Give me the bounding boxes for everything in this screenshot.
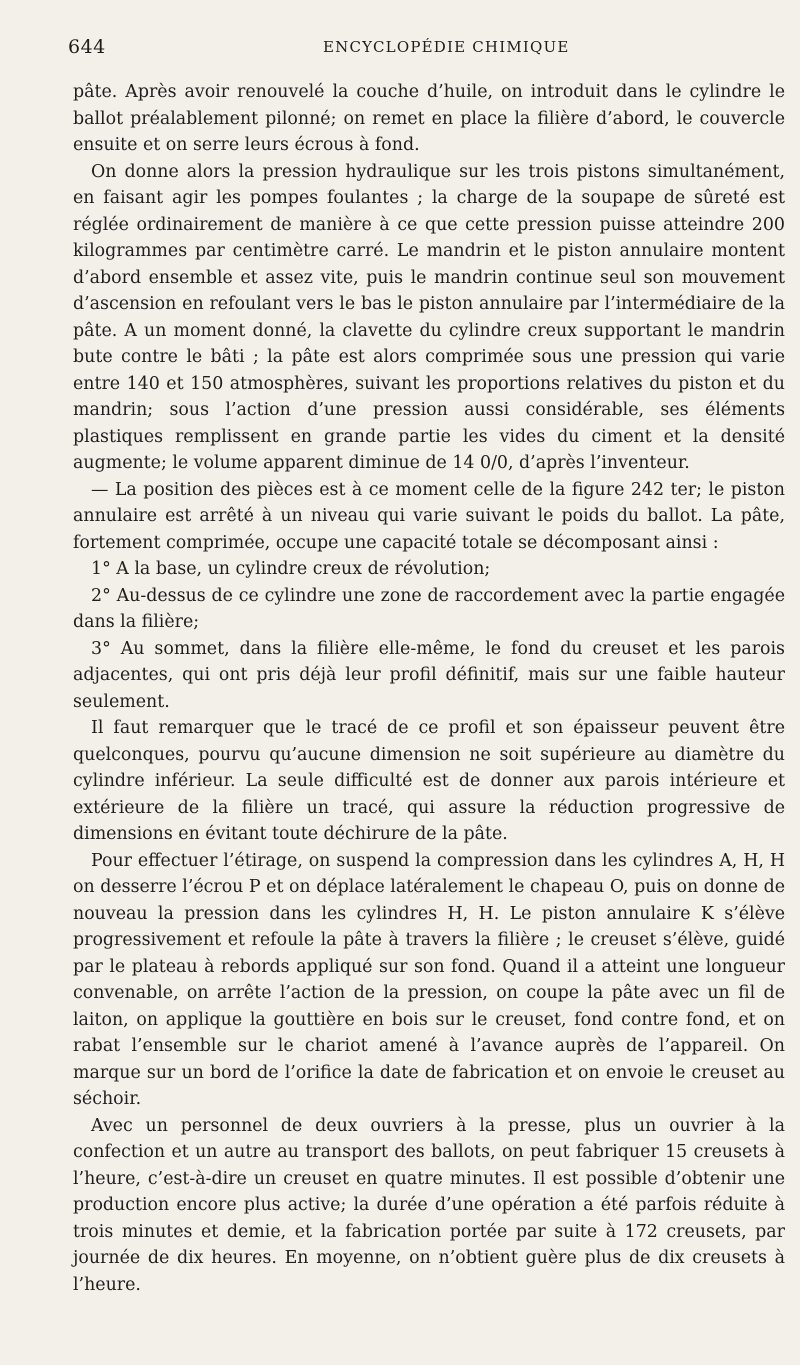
paragraph: pâte. Après avoir renouvelé la couche d’huile, on introduit dans le cylindre le ballot préalablement pilonné; on remet en place la filière d’abord, le couvercle ensuite et on serre leurs écrous à fond.: [73, 82, 785, 155]
list-item: 2° Au-dessus de ce cylindre une zone de raccordement avec la partie engagée dans la filière;: [73, 585, 785, 632]
page-number: 644: [68, 36, 106, 58]
paragraph: Avec un personnel de deux ouvriers à la presse, plus un ouvrier à la confection et un autre au transport des ballots, on peut fabriquer 15 creusets à l’heure, c’est-à-dire un creuset en quatre minutes. Il est possible d’obtenir une production encore plus active; la durée d’une opération a été parfois réduite à trois minutes et demie, et la fabrication portée par suite à 172 creusets, par journée de dix heures. En moyenne, on n’obtient guère plus de dix creusets à l’heure.: [73, 1115, 785, 1295]
paragraph: — La position des pièces est à ce moment celle de la figure 242 ter; le piston annulaire est arrêté à un niveau qui varie suivant le poids du ballot. La pâte, fortement comprimée, occupe une capacité totale se décomposant ainsi :: [73, 479, 785, 553]
list-item: 3° Au sommet, dans la filière elle-même, le fond du creuset et les parois adjacentes, qui ont pris déjà leur profil définitif, mais sur une faible hauteur seulement.: [73, 638, 785, 712]
paragraph: Pour effectuer l’étirage, on suspend la compression dans les cylindres A, H, H on desserre l’écrou P et on déplace latéralement le chapeau O, puis on donne de nouveau la pression dans les cylindres H, H. Le piston annulaire K s’élève progressivement et refoule la pâte à travers la filière ; le creuset s’élève, guidé par le plateau à rebords appliqué sur son fond. Quand il a atteint une longueur convenable, on arrête l’action de la pression, on coupe la pâte avec un fil de laiton, on applique la gouttière en bois sur le creuset, fond contre fond, et on rabat l’ensemble sur le chariot amené à l’avance auprès de l’appareil. On marque sur un bord de l’orifice la date de fabrication et on envoie le creuset au séchoir.: [73, 850, 785, 1109]
list-item: 1° A la base, un cylindre creux de révolution;: [91, 559, 491, 579]
running-title: ENCYCLOPÉDIE CHIMIQUE: [323, 38, 570, 56]
paragraph: On donne alors la pression hydraulique sur les trois pistons simultanément, en faisant agir les pompes foulantes ; la charge de la soupape de sûreté est réglée ordinairement de manière à ce que cette pression puisse atteindre 200 kilogrammes par centimètre carré. Le mandrin et le piston annulaire montent d’abord ensemble et assez vite, puis le mandrin continue seul son mouvement d’ascension en refoulant vers le bas le piston annulaire par l’intermédiaire de la pâte. A un moment donné, la clavette du cylindre creux supportant le mandrin bute contre le bâti ; la pâte est alors comprimée sous une pression qui varie entre 140 et 150 atmosphères, suivant les proportions relatives du piston et du mandrin; sous l’action d’une pression aussi considérable, ses éléments plastiques remplissent en grande partie les vides du ciment et la densité augmente; le volume apparent diminue de 14 0/0, d’après l’inventeur.: [73, 161, 785, 473]
page-header: [68, 34, 780, 62]
paragraph: Il faut remarquer que le tracé de ce profil et son épaisseur peuvent être quelconques, pourvu qu’aucune dimension ne soit supérieure au diamètre du cylindre inférieur. La seule difficulté est de donner aux parois intérieure et extérieure de la filière un tracé, qui assure la réduction progressive de dimensions en évitant toute déchirure de la pâte.: [73, 718, 785, 844]
body-text: [73, 79, 785, 1298]
